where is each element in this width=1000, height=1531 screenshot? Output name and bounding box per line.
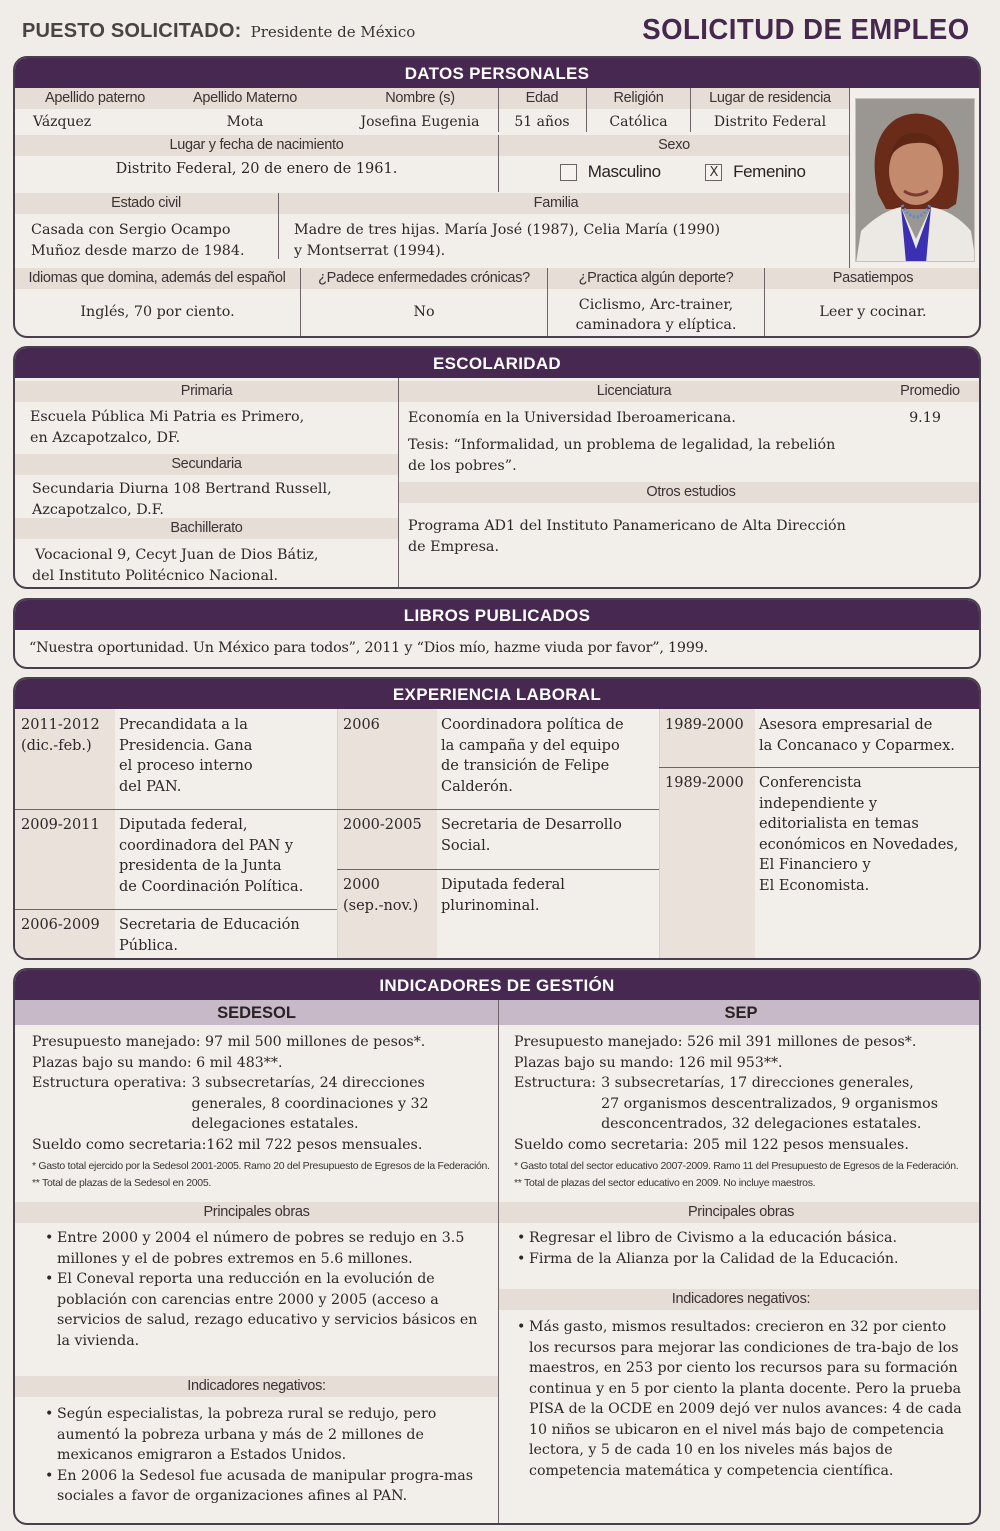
divider <box>849 88 850 268</box>
label-sexo: Sexo <box>499 135 849 156</box>
divider <box>278 193 279 259</box>
column-sedesol <box>15 1000 498 1507</box>
experience-description: Secretaria de Educación Pública. <box>119 917 300 954</box>
list-item: • Según especialistas, la pobreza rural se redujo, pero aumentó la pobreza urbana y más de 2 millones de mexicanos emigraron a Estados Unidos. <box>45 1404 488 1466</box>
label-promedio: Promedio <box>900 383 960 399</box>
divider <box>586 88 587 132</box>
row-divider <box>15 909 337 910</box>
option-femenino: Femenino <box>733 162 806 181</box>
experience-description: Precandidata a la Presidencia. Gana el proceso interno del PAN. <box>119 717 253 795</box>
sedesol-stats <box>15 1025 498 1155</box>
sedesol-obras-list <box>15 1223 498 1351</box>
sexo-options <box>560 162 806 182</box>
divider <box>764 268 765 338</box>
sep-footnotes: * Gasto total del sector educativo 2007-2009. Ramo 11 del Presupuesto de Egresos de la Federación. ** Total de plazas del sector educativo en 2009. No incluye maestros. <box>514 1160 959 1189</box>
label-sep-negativos: Indicadores negativos: <box>499 1289 981 1310</box>
experience-date: 2006 <box>343 717 380 733</box>
list-item: • El Coneval reporta una reducción en la evolución de población con carencias entre 2000 y 2005 (acceso a servicios de salud, rezago educativo y servicios básicos en la vivienda. <box>45 1269 488 1351</box>
value-religion: Católica <box>609 114 668 130</box>
experience-description: Coordinadora política de la campaña y del equipo de transición de Felipe Calderón. <box>441 717 624 795</box>
section-libros-publicados <box>13 598 981 669</box>
date-column-bg <box>659 709 755 960</box>
experience-date: 1989-2000 <box>665 775 744 791</box>
row-divider <box>337 809 659 810</box>
page-header <box>0 0 1000 56</box>
list-item: • Regresar el libro de Civismo a la educación básica. <box>517 1228 973 1249</box>
section-escolaridad <box>13 346 981 589</box>
list-item: • Más gasto, mismos resultados: crecieron en 32 por ciento los recursos para mejorar las condiciones de tra-bajo de los maestros, en 253 por ciento los recursos para su formación continua y en 5 por ciento la planta docente. Pero la prueba PISA de la OCDE en 2009 dejó ver nulos avances: 4 de cada 10 niños se ubicaron en el nivel más bajo de competencia lectora, y 5 de cada 10 en los niveles más bajos de competencia matemática y competencia científica. <box>517 1317 969 1481</box>
label-idiomas: Idiomas que domina, además del español <box>28 270 286 286</box>
section-indicadores-gestion <box>13 968 981 1525</box>
puesto-solicitado <box>22 20 415 43</box>
label-residencia: Lugar de residencia <box>691 88 849 109</box>
experience-date: 1989-2000 <box>665 717 744 733</box>
label-apellido-materno: Apellido Materno <box>175 88 315 109</box>
value-residencia: Distrito Federal <box>713 114 827 130</box>
checkbox-femenino[interactable]: X <box>705 164 722 181</box>
portrait-image <box>856 99 975 262</box>
value-tesis: Tesis: “Informalidad, un problema de legalidad, la rebelión de los pobres”. <box>408 437 836 474</box>
value-enfermedades: No <box>413 304 435 320</box>
divider <box>300 268 301 338</box>
experience-description: Diputada federal plurinominal. <box>441 877 565 914</box>
puesto-value: Presidente de México <box>250 23 416 41</box>
label-apellido-paterno: Apellido paterno <box>15 88 175 109</box>
divider <box>337 709 338 960</box>
candidate-photo <box>855 98 975 262</box>
column-sep <box>499 1000 981 1481</box>
sedesol-negativos-list <box>15 1397 498 1507</box>
experience-date: 2011-2012 (dic.-feb.) <box>21 717 100 754</box>
experience-description: Secretaria de Desarrollo Social. <box>441 817 622 854</box>
value-familia: Madre de tres hijas. María José (1987), Celia María (1990) y Montserrat (1994). <box>294 222 721 259</box>
label-sep-obras: Principales obras <box>499 1202 981 1223</box>
label-sedesol-negativos: Indicadores negativos: <box>15 1376 498 1397</box>
experience-description: Diputada federal, coordinadora del PAN y presidenta de la Junta de Coordinación Política. <box>119 817 304 895</box>
experience-description: Conferencista independiente y editorialista en temas económicos en Novedades, El Financiero y El Economista. <box>759 775 959 894</box>
sedesol-footnotes: * Gasto total ejercido por la Sedesol 2001-2005. Ramo 20 del Presupuesto de Egresos de la Federación. ** Total de plazas de la Sedesol en 2005. <box>32 1160 490 1189</box>
label-otros-estudios: Otros estudios <box>399 482 981 503</box>
value-primaria: Escuela Pública Mi Patria es Primero, en Azcapotzalco, DF. <box>30 409 305 446</box>
sep-estructura: Estructura: 3 subsecretarías, 17 direcciones generales, 27 organismos descentralizados, 9 organismos desconcentrados, 32 delegaciones estatales. <box>514 1075 938 1132</box>
list-item: • Firma de la Alianza por la Calidad de la Educación. <box>517 1249 973 1270</box>
label-pasatiempos: Pasatiempos <box>832 270 914 286</box>
sep-negativos-list <box>499 1310 981 1481</box>
checkbox-masculino[interactable] <box>560 164 577 181</box>
experience-date: 2009-2011 <box>21 817 100 833</box>
value-libros: “Nuestra oportunidad. Un México para todos”, 2011 y “Dios mío, hazme viuda por favor”, 1999. <box>29 640 708 656</box>
list-item: • Entre 2000 y 2004 el número de pobres se redujo en 3.5 millones y el de pobres extremos en 5.6 millones. <box>45 1228 488 1269</box>
label-familia: Familia <box>533 195 579 211</box>
sedesol-estructura: Estructura operativa: 3 subsecretarías, 24 direcciones generales, 8 coordinaciones y 32 delegaciones estatales. <box>32 1075 429 1132</box>
label-edad: Edad <box>498 88 586 109</box>
divider <box>690 88 691 132</box>
value-nombre: Josefina Eugenia <box>360 114 480 130</box>
sep-sueldo: Sueldo como secretaria: 205 mil 122 pesos mensuales. <box>514 1136 909 1153</box>
value-nacimiento: Distrito Federal, 20 de enero de 1961. <box>115 161 398 177</box>
label-deporte: ¿Practica algún deporte? <box>578 270 734 286</box>
sedesol-sueldo: Sueldo como secretaria:162 mil 722 pesos mensuales. <box>32 1136 423 1153</box>
section-title: DATOS PERSONALES <box>15 58 979 88</box>
experience-description: Asesora empresarial de la Concanaco y Coparmex. <box>759 717 955 754</box>
sedesol-plazas: Plazas bajo su mando: 6 mil 483**. <box>32 1054 283 1071</box>
subheading-sep: SEP <box>499 1000 981 1025</box>
divider <box>498 135 499 192</box>
divider <box>659 709 660 960</box>
label-sedesol-obras: Principales obras <box>15 1202 498 1223</box>
option-masculino: Masculino <box>587 162 661 181</box>
label-nacimiento: Lugar y fecha de nacimiento <box>15 135 498 156</box>
label-nombre: Nombre (s) <box>335 88 505 109</box>
experience-date: 2000 (sep.-nov.) <box>343 877 419 914</box>
sep-plazas: Plazas bajo su mando: 126 mil 953**. <box>514 1054 783 1071</box>
value-apellido-materno: Mota <box>226 114 264 130</box>
value-estado-civil: Casada con Sergio Ocampo Muñoz desde marzo de 1984. <box>31 222 245 259</box>
label-secundaria: Secundaria <box>15 454 398 475</box>
value-edad: 51 años <box>514 114 570 130</box>
sep-obras-list <box>499 1223 981 1269</box>
divider <box>498 88 499 132</box>
label-religion: Religión <box>587 88 690 109</box>
value-pasatiempos: Leer y cocinar. <box>819 304 927 320</box>
list-item: • En 2006 la Sedesol fue acusada de manipular progra-mas sociales a favor de organizaciones afines al PAN. <box>45 1466 488 1507</box>
section-title: INDICADORES DE GESTIÓN <box>15 970 979 1000</box>
value-licenciatura: Economía en la Universidad Iberoamericana. <box>408 410 736 426</box>
value-promedio: 9.19 <box>909 410 941 426</box>
row-divider <box>15 809 337 810</box>
section-datos-personales <box>13 56 981 338</box>
value-otros-estudios: Programa AD1 del Instituto Panamericano de Alta Dirección de Empresa. <box>408 518 846 555</box>
value-secundaria: Secundaria Diurna 108 Bertrand Russell, Azcapotzalco, D.F. <box>32 481 332 518</box>
section-title: LIBROS PUBLICADOS <box>15 600 979 630</box>
sep-stats <box>499 1025 981 1155</box>
label-bachillerato: Bachillerato <box>15 518 398 539</box>
label-licenciatura: Licenciatura <box>596 383 672 399</box>
value-deporte: Ciclismo, Arc-trainer, caminadora y elíptica. <box>575 297 737 333</box>
subheading-sedesol: SEDESOL <box>15 1000 498 1025</box>
experience-date: 2000-2005 <box>343 817 422 833</box>
section-title: ESCOLARIDAD <box>15 348 979 378</box>
value-bachillerato: Vocacional 9, Cecyt Juan de Dios Bátiz, del Instituto Politécnico Nacional. <box>32 547 319 584</box>
value-apellido-paterno: Vázquez <box>33 114 92 130</box>
label-primaria: Primaria <box>15 381 398 402</box>
puesto-label: PUESTO SOLICITADO: <box>22 20 242 42</box>
label-enfermedades: ¿Padece enfermedades crónicas? <box>318 270 530 286</box>
row-divider <box>659 767 981 768</box>
sedesol-presupuesto: Presupuesto manejado: 97 mil 500 millones de pesos*. <box>32 1034 426 1050</box>
page-title: SOLICITUD DE EMPLEO <box>642 14 970 46</box>
label-estado-civil: Estado civil <box>111 195 181 211</box>
value-idiomas: Inglés, 70 por ciento. <box>80 304 235 320</box>
section-title: EXPERIENCIA LABORAL <box>15 679 979 709</box>
row-divider <box>337 869 659 870</box>
section-experiencia-laboral <box>13 677 981 960</box>
experience-date: 2006-2009 <box>21 917 100 933</box>
sep-presupuesto: Presupuesto manejado: 526 mil 391 millones de pesos*. <box>514 1034 917 1050</box>
